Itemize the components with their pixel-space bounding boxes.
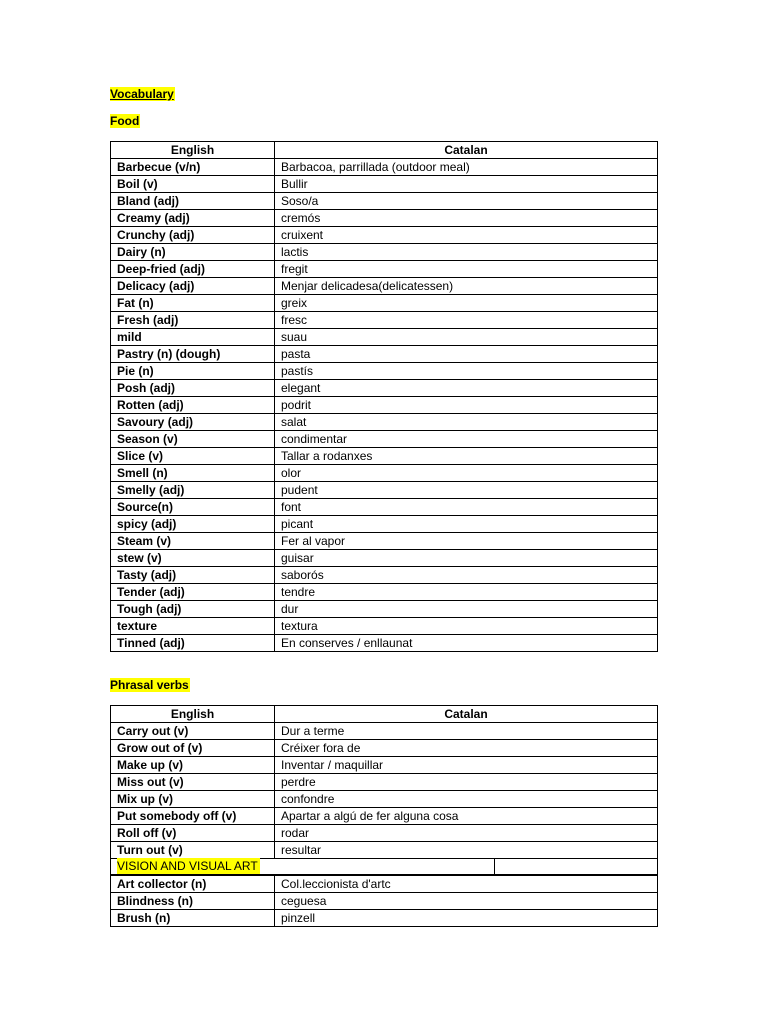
catalan-translation: condimentar <box>275 431 658 448</box>
catalan-translation: textura <box>275 618 658 635</box>
english-term: Pie (n) <box>111 363 275 380</box>
english-term: spicy (adj) <box>111 516 275 533</box>
catalan-translation: perdre <box>275 774 658 791</box>
table-row <box>111 244 658 261</box>
english-term: Dairy (n) <box>111 244 275 261</box>
table-row <box>111 482 658 499</box>
header-catalan: Catalan <box>275 142 658 159</box>
catalan-translation: guisar <box>275 550 658 567</box>
english-term: stew (v) <box>111 550 275 567</box>
catalan-translation: fresc <box>275 312 658 329</box>
catalan-translation: suau <box>275 329 658 346</box>
table-row <box>111 893 658 910</box>
table-row <box>111 757 658 774</box>
table-row <box>111 825 658 842</box>
catalan-translation: pudent <box>275 482 658 499</box>
catalan-translation: Fer al vapor <box>275 533 658 550</box>
catalan-translation: saborós <box>275 567 658 584</box>
english-term: Slice (v) <box>111 448 275 465</box>
english-term: Bland (adj) <box>111 193 275 210</box>
english-term: Season (v) <box>111 431 275 448</box>
english-term: Creamy (adj) <box>111 210 275 227</box>
catalan-translation: picant <box>275 516 658 533</box>
table-row <box>111 448 658 465</box>
header-english: English <box>111 142 275 159</box>
table-row <box>111 346 658 363</box>
catalan-translation: dur <box>275 601 658 618</box>
catalan-translation: lactis <box>275 244 658 261</box>
catalan-translation: font <box>275 499 658 516</box>
english-term: Smelly (adj) <box>111 482 275 499</box>
table-row <box>111 465 658 482</box>
catalan-translation: Menjar delicadesa(delicatessen) <box>275 278 658 295</box>
vision-visual-art-section-row <box>110 858 658 875</box>
catalan-translation: fregit <box>275 261 658 278</box>
english-term: Tough (adj) <box>111 601 275 618</box>
food-heading: Food <box>110 114 140 128</box>
catalan-translation: ceguesa <box>275 893 658 910</box>
table-row <box>111 329 658 346</box>
catalan-translation: Barbacoa, parrillada (outdoor meal) <box>275 159 658 176</box>
english-term: Fresh (adj) <box>111 312 275 329</box>
table-row <box>111 774 658 791</box>
table-row <box>111 516 658 533</box>
english-term: Source(n) <box>111 499 275 516</box>
table-row <box>111 312 658 329</box>
section-label: VISION AND VISUAL ART <box>117 859 258 873</box>
table-row <box>111 159 658 176</box>
english-term: Rotten (adj) <box>111 397 275 414</box>
english-term: Boil (v) <box>111 176 275 193</box>
table-row <box>111 740 658 757</box>
table-row <box>111 397 658 414</box>
table-row <box>111 499 658 516</box>
table-row <box>111 414 658 431</box>
table-row <box>111 278 658 295</box>
table-row <box>111 380 658 397</box>
catalan-translation: rodar <box>275 825 658 842</box>
table-row <box>111 227 658 244</box>
catalan-translation: pinzell <box>275 910 658 927</box>
catalan-translation: En conserves / enllaunat <box>275 635 658 652</box>
english-term: Blindness (n) <box>111 893 275 910</box>
table-row <box>111 210 658 227</box>
vocabulary-heading: Vocabulary <box>110 87 174 101</box>
catalan-translation: Col.leccionista d'artc <box>275 876 658 893</box>
visual-art-table <box>110 875 658 927</box>
english-term: Put somebody off (v) <box>111 808 275 825</box>
table-row <box>111 876 658 893</box>
catalan-translation: olor <box>275 465 658 482</box>
catalan-translation: Dur a terme <box>275 723 658 740</box>
table-row <box>111 635 658 652</box>
table-row <box>111 842 658 859</box>
table-row <box>111 584 658 601</box>
english-term: Deep-fried (adj) <box>111 261 275 278</box>
catalan-translation: pasta <box>275 346 658 363</box>
table-header-row <box>111 142 658 159</box>
english-term: mild <box>111 329 275 346</box>
english-term: Tinned (adj) <box>111 635 275 652</box>
english-term: Crunchy (adj) <box>111 227 275 244</box>
catalan-translation: pastís <box>275 363 658 380</box>
catalan-translation: confondre <box>275 791 658 808</box>
table-row <box>111 723 658 740</box>
header-catalan: Catalan <box>275 706 658 723</box>
catalan-translation: Bullir <box>275 176 658 193</box>
table-row <box>111 533 658 550</box>
table-row <box>111 808 658 825</box>
header-english: English <box>111 706 275 723</box>
table-row <box>111 261 658 278</box>
table-row <box>111 431 658 448</box>
table-header-row <box>111 706 658 723</box>
english-term: Miss out (v) <box>111 774 275 791</box>
catalan-translation: tendre <box>275 584 658 601</box>
english-term: Make up (v) <box>111 757 275 774</box>
catalan-translation: Inventar / maquillar <box>275 757 658 774</box>
catalan-translation: Soso/a <box>275 193 658 210</box>
english-term: texture <box>111 618 275 635</box>
catalan-translation: elegant <box>275 380 658 397</box>
food-vocabulary-table <box>110 141 658 652</box>
english-term: Tasty (adj) <box>111 567 275 584</box>
english-term: Savoury (adj) <box>111 414 275 431</box>
english-term: Roll off (v) <box>111 825 275 842</box>
catalan-translation: resultar <box>275 842 658 859</box>
table-row <box>111 910 658 927</box>
english-term: Delicacy (adj) <box>111 278 275 295</box>
english-term: Barbecue (v/n) <box>111 159 275 176</box>
table-row <box>111 791 658 808</box>
phrasal-verbs-table <box>110 705 658 859</box>
catalan-translation: greix <box>275 295 658 312</box>
catalan-translation: Tallar a rodanxes <box>275 448 658 465</box>
english-term: Grow out of (v) <box>111 740 275 757</box>
table-row <box>111 295 658 312</box>
table-row <box>111 176 658 193</box>
table-row <box>111 601 658 618</box>
english-term: Art collector (n) <box>111 876 275 893</box>
english-term: Posh (adj) <box>111 380 275 397</box>
catalan-translation: cruixent <box>275 227 658 244</box>
english-term: Turn out (v) <box>111 842 275 859</box>
table-row <box>111 193 658 210</box>
english-term: Steam (v) <box>111 533 275 550</box>
catalan-translation: Créixer fora de <box>275 740 658 757</box>
catalan-translation: salat <box>275 414 658 431</box>
english-term: Pastry (n) (dough) <box>111 346 275 363</box>
english-term: Carry out (v) <box>111 723 275 740</box>
catalan-translation: cremós <box>275 210 658 227</box>
table-row <box>111 550 658 567</box>
table-row <box>111 618 658 635</box>
catalan-translation: podrit <box>275 397 658 414</box>
catalan-translation: Apartar a algú de fer alguna cosa <box>275 808 658 825</box>
english-term: Brush (n) <box>111 910 275 927</box>
table-row <box>111 567 658 584</box>
english-term: Fat (n) <box>111 295 275 312</box>
cell-divider <box>494 858 495 874</box>
english-term: Tender (adj) <box>111 584 275 601</box>
english-term: Smell (n) <box>111 465 275 482</box>
english-term: Mix up (v) <box>111 791 275 808</box>
table-row <box>111 363 658 380</box>
phrasal-verbs-heading: Phrasal verbs <box>110 678 189 692</box>
